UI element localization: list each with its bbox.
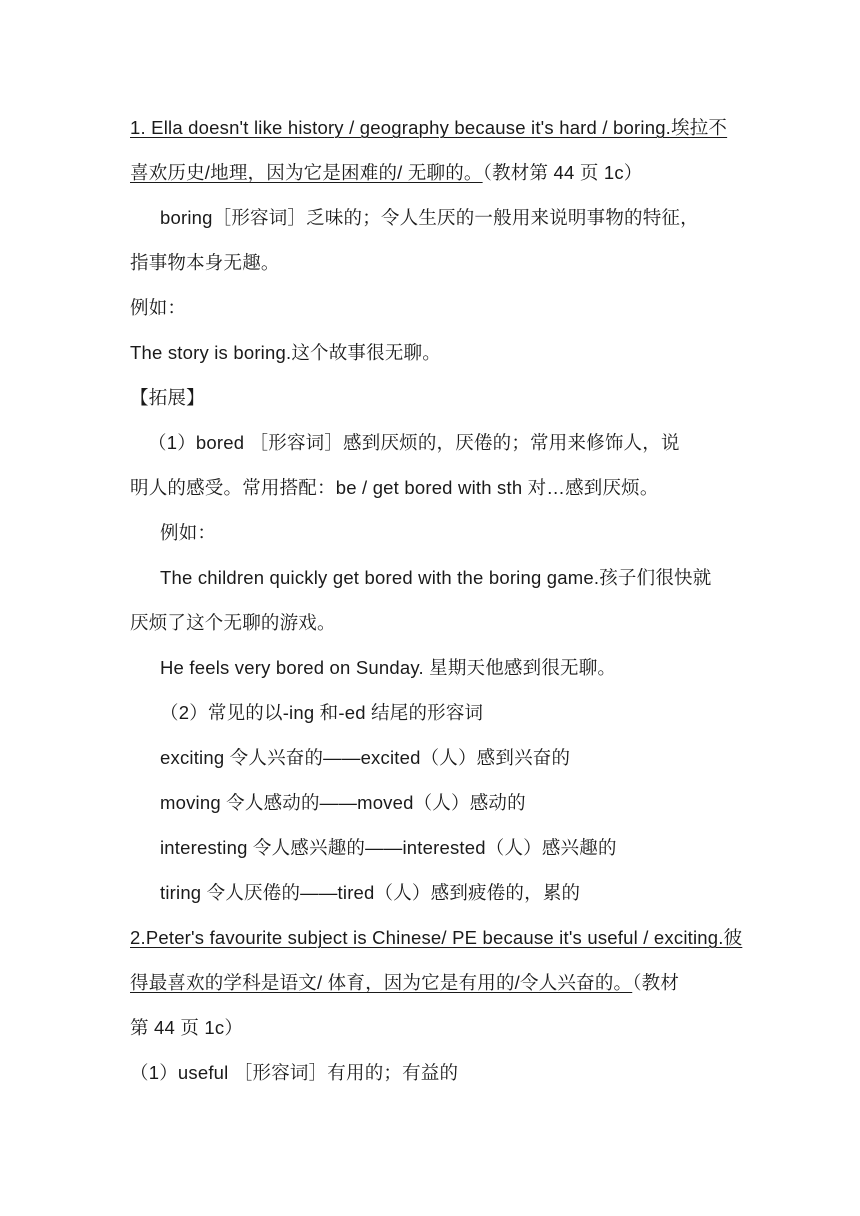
adjective-pair: exciting 令人兴奋的——excited（人）感到兴奋的	[160, 747, 571, 768]
boring-example-label: 例如：	[130, 297, 187, 318]
item1-sentence-line2	[130, 161, 643, 185]
item2-source: （教材	[632, 972, 680, 993]
boring-definition-line1: boring［形容词］乏味的；令人生厌的一般用来说明事物的特征，	[160, 207, 699, 228]
bored-example1-line2: 厌烦了这个无聊的游戏。	[130, 612, 336, 633]
item2-source-line3: 第 44 页 1c）	[130, 1017, 244, 1038]
bored-definition-line2: 明人的感受。常用搭配：be / get bored with sth 对…感到厌烦。	[130, 477, 659, 498]
bored-definition-line1: （1）bored ［形容词］感到厌烦的，厌倦的；常用来修饰人，说	[148, 432, 680, 453]
item1-sentence-line1: 1. Ella doesn't like history / geography because it's hard / boring.埃拉不	[130, 117, 728, 138]
item1-translation: 喜欢历史/地理，因为它是困难的/ 无聊的。	[130, 162, 483, 183]
useful-definition: （1）useful ［形容词］有用的；有益的	[130, 1062, 459, 1083]
boring-definition-line2: 指事物本身无趣。	[130, 252, 280, 273]
item2-translation: 得最喜欢的学科是语文/ 体育，因为它是有用的/令人兴奋的。	[130, 972, 633, 993]
item1-source: （教材第 44 页 1c）	[482, 162, 643, 183]
ing-ed-heading: （2）常见的以-ing 和-ed 结尾的形容词	[160, 702, 484, 723]
adjective-pair: moving 令人感动的——moved（人）感动的	[160, 792, 526, 813]
bored-example-label: 例如：	[160, 522, 217, 543]
extension-heading: 【拓展】	[130, 387, 205, 408]
adjective-pair: interesting 令人感兴趣的——interested（人）感兴趣的	[160, 837, 617, 858]
item2-sentence-line1: 2.Peter's favourite subject is Chinese/ PE because it's useful / exciting.彼	[130, 927, 743, 948]
bored-example1-line1: The children quickly get bored with the boring game.孩子们很快就	[160, 567, 712, 588]
adjective-pair: tiring 令人厌倦的——tired（人）感到疲倦的，累的	[160, 882, 581, 903]
bored-example2: He feels very bored on Sunday. 星期天他感到很无聊。	[160, 657, 617, 678]
boring-example: The story is boring.这个故事很无聊。	[130, 342, 441, 363]
item2-sentence-line2	[130, 971, 679, 995]
